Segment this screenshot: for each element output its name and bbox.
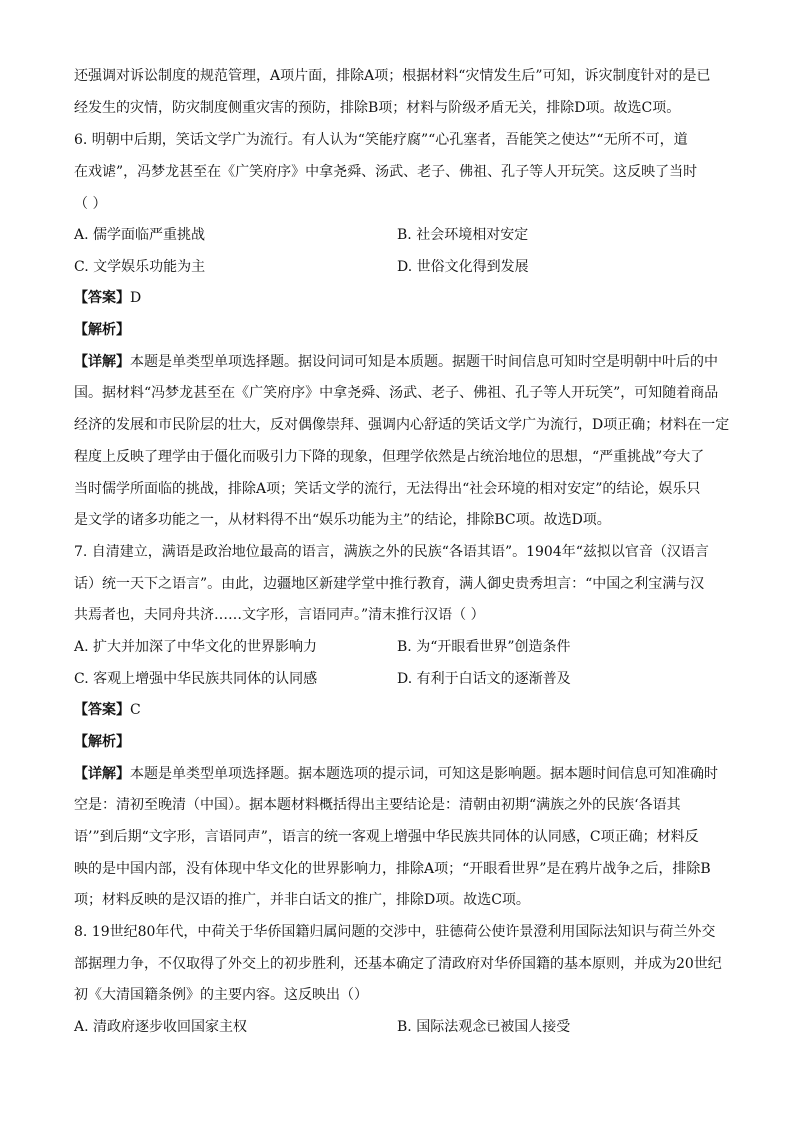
analysis-tag: 【解析】 <box>74 734 130 750</box>
q7-option-a: A. 扩大并加深了中华文化的世界影响力 <box>74 639 318 655</box>
q6-detail-line-6: 是文学的诸多功能之一，从材料得不出“娱乐功能为主”的结论，排除BC项。故选D项。 <box>74 512 611 528</box>
answer-value: C <box>130 702 141 718</box>
q6-answer <box>74 289 141 307</box>
q6-option-b: B. 社会环境相对安定 <box>397 227 529 243</box>
answer-value: D <box>130 290 142 306</box>
q7-detail-line-1 <box>74 765 718 783</box>
q8-option-b: B. 国际法观念已被国人接受 <box>397 1019 571 1035</box>
q7-detail-line-5: 项；材料反映的是汉语的推广，并非白话文的推广，排除D项。故选C项。 <box>74 892 530 908</box>
q6-blank: （ ） <box>74 196 107 212</box>
q6-detail-line-2: 国。据材料“冯梦龙甚至在《广笑府序》中拿尧舜、汤武、老子、佛祖、孔子等人开玩笑”，可知随着商品 <box>74 385 719 401</box>
intro-line-2: 经发生的灾情，防灾制度侧重灾害的预防，排除B项；材料与阶级矛盾无关，排除D项。故选C项。 <box>74 100 681 116</box>
q6-detail-line-3: 经济的发展和市民阶层的壮大，反对偶像崇拜、强调内心舒适的笑话文学广为流行，D项正确；材料在一定 <box>74 417 730 433</box>
q7-detail-line-2: 空是：清初至晚清（中国）。据本题材料概括得出主要结论是：清朝由初期“满族之外的民族‘各语其 <box>74 797 681 813</box>
q6-detail-line-4: 程度上反映了理学由于僵化而吸引力下降的现象，但理学依然是占统治地位的思想，“严重挑战”夸大了 <box>74 449 705 465</box>
q7-stem-line-2: 话）统一天下之语言”。由此，边疆地区新建学堂中推行教育，满人御史贵秀坦言：“中国之利宝满与汉 <box>74 576 705 592</box>
q6-option-d: D. 世俗文化得到发展 <box>397 259 529 275</box>
q7-option-c: C. 客观上增强中华民族共同体的认同感 <box>74 671 318 687</box>
q8-option-a: A. 清政府逐步收回国家主权 <box>74 1019 248 1035</box>
q8-stem-line-1: 8. 19世纪80年代，中荷关于华侨国籍归属问题的交涉中，驻德荷公使许景澄利用国际法知识与荷兰外交 <box>74 924 716 940</box>
q7-answer <box>74 701 141 719</box>
detail-tag: 【详解】 <box>74 766 130 782</box>
q7-option-d: D. 有利于白话文的逐渐普及 <box>397 671 571 687</box>
q7-detail-line-3: 语’”到后期“文字形，言语同声”，语言的统一客观上增强中华民族共同体的认同感，C项正确；材料反 <box>74 829 699 845</box>
intro-line-1: 还强调对诉讼制度的规范管理，A项片面，排除A项；根据材料“灾情发生后”可知，诉灾制度针对的是已 <box>74 68 711 84</box>
q8-stem-line-2: 部据理力争，不仅取得了外交上的初步胜利，还基本确定了清政府对华侨国籍的基本原则，并成为20世纪 <box>74 956 722 972</box>
detail-tag: 【详解】 <box>74 354 130 370</box>
q6-detail-line-5: 当时儒学所面临的挑战，排除A项；笑话文学的流行，无法得出“社会环境的相对安定”的结论，娱乐只 <box>74 481 701 497</box>
q7-stem-line-1: 7. 自清建立，满语是政治地位最高的语言，满族之外的民族“各语其语”。1904年“兹拟以官音（汉语言 <box>74 544 709 560</box>
q7-detail-line-4: 映的是中国内部，没有体现中华文化的世界影响力，排除A项；“开眼看世界”是在鸦片战争之后，排除B <box>74 861 711 877</box>
detail-text: 本题是单类型单项选择题。据本题选项的提示词，可知这是影响题。据本题时间信息可知准确时 <box>130 766 718 782</box>
q7-option-b: B. 为“开眼看世界”创造条件 <box>397 639 571 655</box>
answer-tag: 【答案】 <box>74 290 130 306</box>
detail-text: 本题是单类型单项选择题。据设问词可知是本质题。据题干时间信息可知时空是明朝中叶后的中 <box>130 354 718 370</box>
q6-stem-line-1: 6. 明朝中后期，笑话文学广为流行。有人认为“笑能疗腐”“心孔塞者，吾能笑之使达”“无所不可，道 <box>74 132 688 148</box>
q6-analysis-tag <box>74 321 130 339</box>
q6-option-a: A. 儒学面临严重挑战 <box>74 227 206 243</box>
q8-stem-line-3: 初《大清国籍条例》的主要内容。这反映出（） <box>74 987 368 1003</box>
answer-tag: 【答案】 <box>74 702 130 718</box>
q7-stem-line-3: 共焉者也，夫同舟共济……文字形，言语同声。”清末推行汉语（ ） <box>74 607 485 623</box>
q6-detail-line-1 <box>74 353 718 371</box>
q7-analysis-tag <box>74 733 130 751</box>
q6-stem-line-2: 在戏谑”，冯梦龙甚至在《广笑府序》中拿尧舜、汤武、老子、佛祖、孔子等人开玩笑。这反映了当时 <box>74 164 698 180</box>
q6-option-c: C. 文学娱乐功能为主 <box>74 259 206 275</box>
analysis-tag: 【解析】 <box>74 322 130 338</box>
